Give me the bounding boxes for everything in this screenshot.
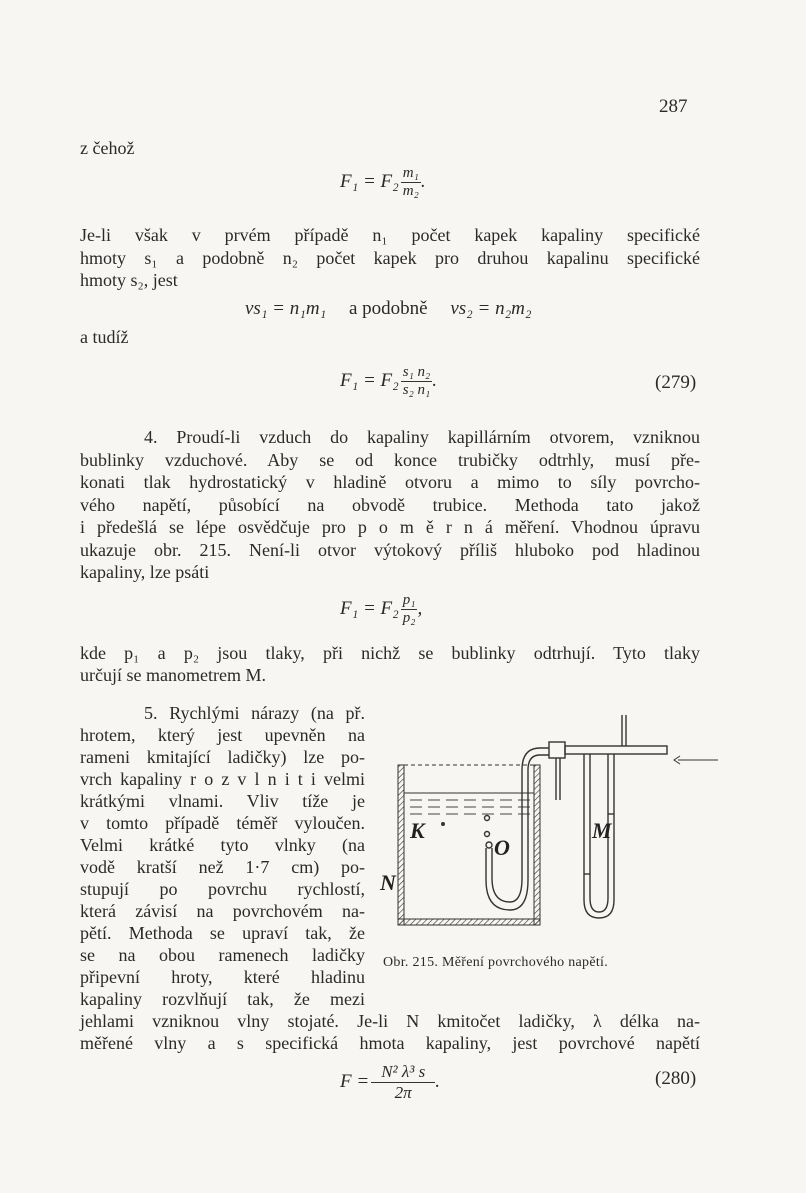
figure-215-apparatus	[370, 710, 730, 940]
text-line: bublinky vzduchové. Aby se od konce trubičky odtrhly, musí pře-	[80, 450, 700, 470]
text-line: stupují po povrchu rychlostí,	[80, 879, 365, 899]
text-line: konati tlak hydrostatický v hladině otvoru a mimo to síly povrcho-	[80, 472, 700, 492]
text-line: kapaliny rozvlňují tak, že mezi	[80, 989, 365, 1009]
eq279-den: s₂ n₁	[402, 382, 431, 398]
text-line: vodě kratší než 1·7 cm) po-	[80, 857, 365, 877]
vessel	[398, 765, 540, 925]
eq2-left: vs₁ = n₁m₁	[245, 298, 327, 319]
eq1-lhs: F₁ = F₂	[340, 170, 399, 192]
text-line: hmoty s₂, jest	[80, 270, 178, 290]
eq280-lhs: F =	[340, 1070, 370, 1092]
eq2-mid: a podobně	[348, 298, 428, 319]
text-line: Je-li však v prvém případě n₁ počet kapek kapaliny specifické	[80, 225, 700, 245]
text-line: rameni kmitající ladičky) lze po-	[80, 747, 365, 767]
text-line: kapaliny, lze psáti	[80, 562, 210, 582]
eq2-right: vs₂ = n₂m₂	[450, 298, 532, 319]
text-line: určují se manometrem M.	[80, 665, 266, 685]
intro-text: z čehož	[80, 138, 135, 158]
text-line: 5. Rychlými nárazy (na př.	[144, 703, 365, 723]
eq279-num: s₁ n₂	[402, 364, 431, 380]
text-line: hrotem, který jest upevněn na	[80, 725, 365, 745]
text-line: Velmi krátké tyto vlnky (na	[80, 835, 365, 855]
eq3-lhs: F₁ = F₂	[340, 597, 399, 619]
eq1-num: m₁	[402, 165, 419, 181]
text-line: 4. Proudí-li vzduch do kapaliny kapillárním otvorem, vzniknou	[144, 427, 700, 447]
text-line: která závisí na povrchovém na-	[80, 901, 365, 921]
equation-number-279: (279)	[655, 372, 697, 393]
eq3-num: p₁	[402, 592, 416, 608]
text-line: vého napětí, působící na obvodě trubice. Methoda tato jakož	[80, 495, 700, 515]
label-K: K	[410, 818, 425, 843]
figure-caption: Obr. 215. Měření povrchového napětí.	[383, 955, 609, 970]
text-line: měřené vlny a s specifická hmota kapaliny, jest povrchové napětí	[80, 1033, 700, 1053]
eq3-den: p₂	[402, 610, 416, 626]
text-line: pětí. Methoda se upraví tak, že	[80, 923, 365, 943]
label-O: O	[494, 835, 510, 860]
text-line: jehlami vzniknou vlny stojaté. Je-li N kmitočet ladičky, λ délka na-	[80, 1011, 700, 1031]
text-line: kde p₁ a p₂ jsou tlaky, při nichž se bublinky odtrhují. Tyto tlaky	[80, 643, 700, 663]
label-M: M	[592, 818, 612, 843]
eq280-num: N² λ³ s	[371, 1062, 435, 1083]
eq279-tail: .	[432, 369, 438, 391]
text-line: v tomto případě téměř vyloučen.	[80, 813, 365, 833]
text-line: připevní hroty, které hladinu	[80, 967, 365, 987]
text-line: se na obou ramenech ladičky	[80, 945, 365, 965]
equation-3	[340, 592, 422, 627]
eq279-lhs: F₁ = F₂	[340, 369, 399, 391]
eq1-den: m₂	[402, 183, 419, 199]
equation-2	[245, 298, 532, 320]
equation-280	[340, 1062, 440, 1103]
connector-and-inlet	[549, 715, 718, 800]
eq280-den: 2π	[394, 1083, 412, 1102]
eq1-tail: .	[420, 170, 426, 192]
text-line: hmoty s₁ a podobně n₂ počet kapek pro druhou kapalinu specifické	[80, 248, 700, 268]
equation-number-280: (280)	[655, 1068, 697, 1089]
text-line: i předešlá se lépe osvědčuje pro p o m ě r n á měření. Vhodnou úpravu	[80, 517, 700, 537]
page-number: 287	[659, 96, 688, 117]
text-line: krátkými vlnami. Vliv tíže je	[80, 791, 365, 811]
eq3-tail: ,	[417, 597, 423, 619]
equation-1	[340, 165, 426, 200]
text-line: vrch kapaliny r o z v l n i t i velmi	[80, 769, 365, 789]
label-N: N	[380, 870, 396, 895]
text-line: ukazuje obr. 215. Není-li otvor výtokový příliš hluboko pod hladinou	[80, 540, 700, 560]
eq280-tail: .	[435, 1070, 440, 1092]
text-tudiz: a tudíž	[80, 327, 129, 347]
equation-279	[340, 364, 437, 399]
